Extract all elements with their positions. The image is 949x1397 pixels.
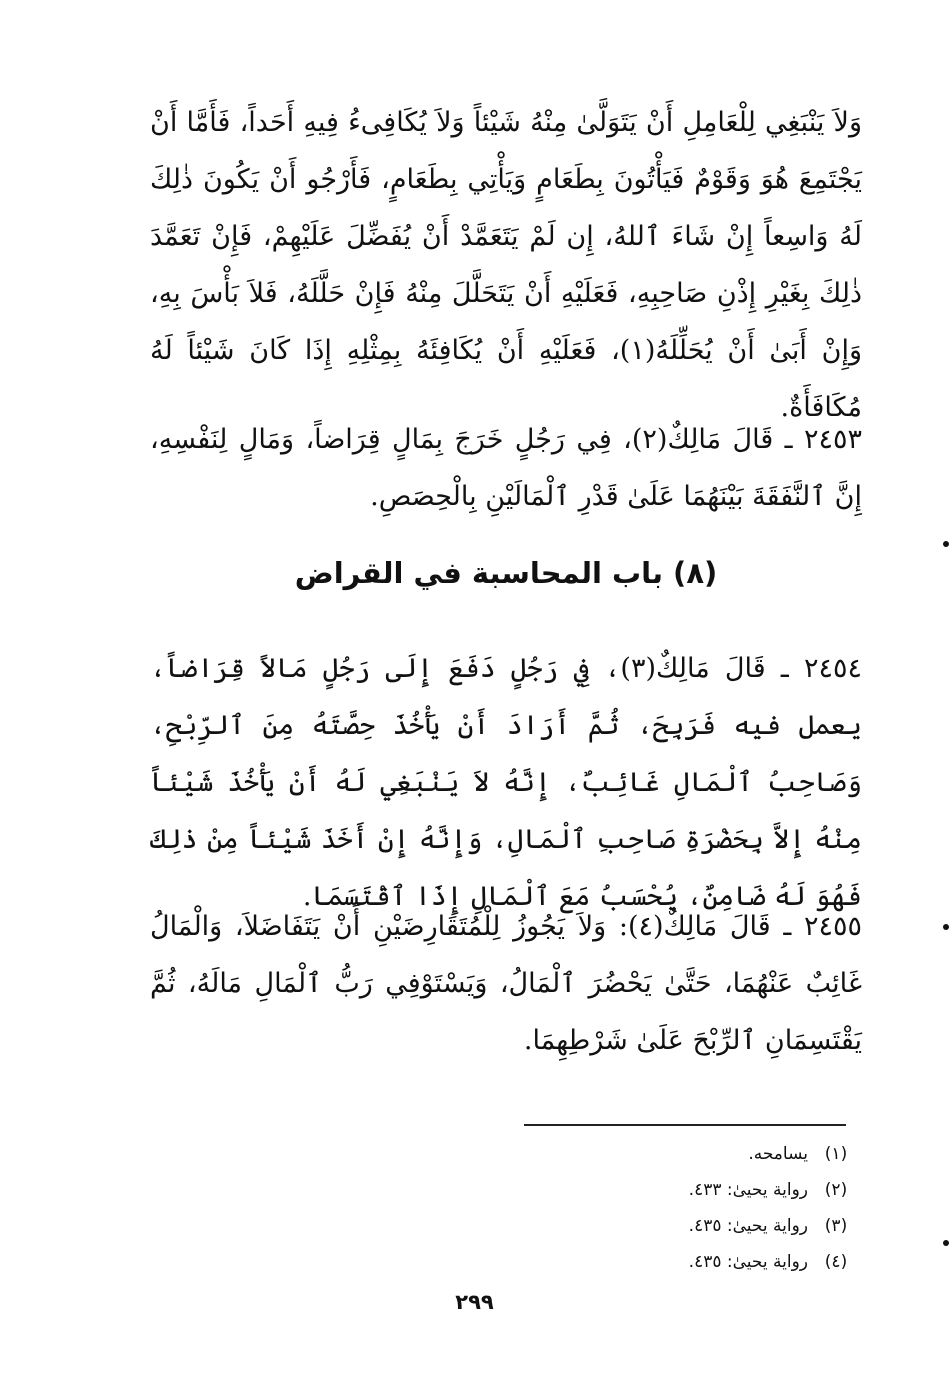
footnote-number: (١) xyxy=(824,1144,848,1164)
paragraph-1: وَلاَ يَنْبَغِي لِلْعَامِلِ أَنْ يَتَوَلَّىٰ مِنْهُ شَيْئاً وَلاَ يُكَافِىءُ فِيهِ أَحَداً، فَأَمَّا أَنْ يَجْتَمِعَ هُوَ وَقَوْمٌ فَيَأْتُونَ بِطَعَامٍ وَيَأْتِي بِطَعَامٍ، فَأَرْجُو أَنْ يَكُونَ ذٰلِكَ لَهُ وَاسِعاً إِنْ شَاءَ ٱللهُ، إِن لَمْ يَتَعَمَّدْ أَنْ يُفَضِّلَ عَلَيْهِمْ، فَإِنْ تَعَمَّدَ ذٰلِكَ بِغَيْرِ إِذْنِ صَاحِبِهِ، فَعَلَيْهِ أَنْ يَتَحَلَّلَ مِنْهُ فَإِنْ حَلَّلَهُ، فَلاَ بَأْسَ بِهِ، وَإِنْ أَبَىٰ أَنْ يُحَلِّلَهُ(١)، فَعَلَيْهِ أَنْ يُكَافِئَهُ بِمِثْلِهِ إِذَا كَانَ شَيْئاً لَهُ مُكَافَأَةٌ. xyxy=(150,107,862,423)
paragraph-2453: ٢٤٥٣ ـ قَالَ مَالِكٌ(٢)، فِي رَجُلٍ خَرَجَ بِمَالٍ قِرَاضاً، وَمَالٍ لِنَفْسِهِ، إِنَّ ٱلنَّفَقَةَ بَيْنَهُمَا عَلَىٰ قَدْرِ ٱلْمَالَيْنِ بِالْحِصَصِ. xyxy=(150,424,862,512)
footnote-text: يسامحه. xyxy=(748,1144,808,1164)
chapter-heading: (٨) باب المحاسبة في القراض xyxy=(294,556,718,590)
footnote-text: رواية يحيىٰ: ٤٣٣. xyxy=(688,1180,808,1200)
page-number: ٢٩٩ xyxy=(455,1290,494,1314)
footnotes xyxy=(500,1136,850,1280)
footnote-1 xyxy=(500,1136,850,1172)
margin-mark xyxy=(943,1240,949,1246)
paragraph-2454: ٢٤٥٤ ـ قَالَ مَالِكٌ(٣)، فِي رَجُلٍ دَفَعَ إِلَى رَجُلٍ مَالاً قِرَاضاً، يعمل فيه فَرَبِحَ، ثُمَّ أَرَادَ أَنْ يَأْخُذَ حِصَّتَهُ مِنَ ٱلرِّبْحِ، وَصَاحِبُ ٱلْمَالِ غَائِبٌ، إِنَّهُ لاَ يَنْبَغِي لَهُ أَنْ يَأْخُذَ شَيْئاً مِنْهُ إِلاَّ بِحَضْرَةِ صَاحِبِ ٱلْمَالِ، وَإِنَّهُ إِنْ أَخَذَ شَيْئاً مِنْ ذٰلِكَ فَهُوَ لَهُ ضَامِنٌ، يُحْسَبُ مَعَ ٱلْمَالِ إِذَا ٱقْتَسَمَا. xyxy=(150,653,862,912)
footnote-text: رواية يحيىٰ: ٤٣٥. xyxy=(688,1252,808,1272)
footnote-number: (٤) xyxy=(824,1252,848,1272)
footnote-4 xyxy=(500,1244,850,1280)
footnote-text: رواية يحيىٰ: ٤٣٥. xyxy=(688,1216,808,1236)
footnote-number: (٢) xyxy=(824,1180,848,1200)
footnote-number: (٣) xyxy=(824,1216,848,1236)
margin-mark xyxy=(943,541,949,547)
margin-mark xyxy=(943,924,949,930)
footnote-divider xyxy=(524,1124,846,1126)
paragraph-2455: ٢٤٥٥ ـ قَالَ مَالِكٌ(٤): وَلاَ يَجُوزُ لِلْمُتَقَارِضَيْنِ أَنْ يَتَفَاضَلاَ، وَالْمَالُ غَائِبٌ عَنْهُمَا، حَتَّىٰ يَحْضُرَ ٱلْمَالُ، وَيَسْتَوْفِي رَبُّ ٱلْمَالِ مَالَهُ، ثُمَّ يَقْتَسِمَانِ ٱلرِّبْحَ عَلَىٰ شَرْطِهِمَا. xyxy=(150,911,862,1056)
footnote-3 xyxy=(500,1208,850,1244)
footnote-2 xyxy=(500,1172,850,1208)
